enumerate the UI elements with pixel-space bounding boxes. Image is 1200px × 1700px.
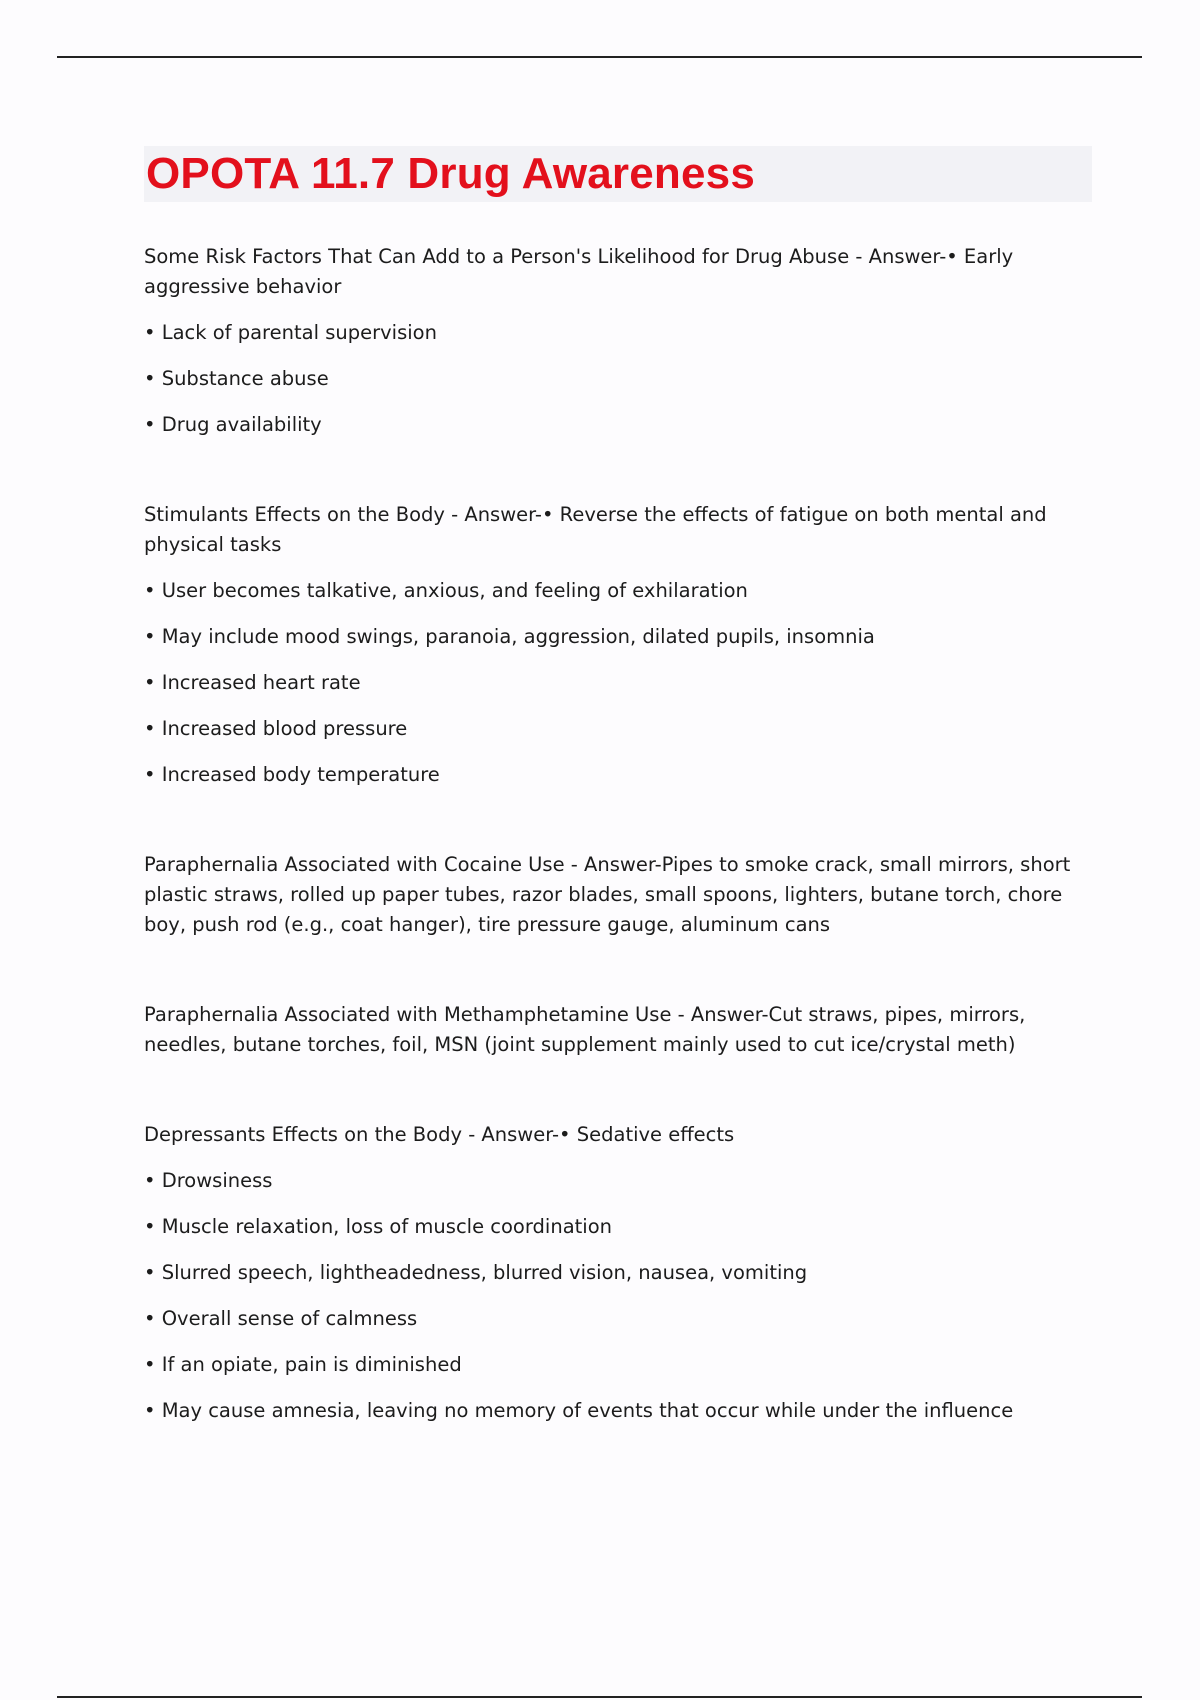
bullet-item: • If an opiate, pain is diminished [144,1353,462,1376]
bullet-item: • Muscle relaxation, loss of muscle coordination [144,1215,612,1238]
question-answer: Stimulants Effects on the Body - Answer-• Reverse the effects of fatigue on both mental and physical tasks [144,503,1047,556]
qa-section-depressants [144,1120,1092,1426]
question-answer: Some Risk Factors That Can Add to a Person's Likelihood for Drug Abuse - Answer-• Early aggressive behavior [144,245,1014,298]
bullet-item: • Increased heart rate [144,671,361,694]
bullet-item: • Increased body temperature [144,763,440,786]
bullet-item: • Increased blood pressure [144,717,408,740]
question-answer: Depressants Effects on the Body - Answer-• Sedative effects [144,1123,735,1146]
bullet-item: • Drowsiness [144,1169,273,1192]
question-answer: Paraphernalia Associated with Cocaine Use - Answer-Pipes to smoke crack, small mirrors, short plastic straws, rolled up paper tubes, razor blades, small spoons, lighters, butane torch, chore boy, push rod (e.g., coat hanger), tire pressure gauge, aluminum cans [144,853,1071,936]
bullet-item: • Substance abuse [144,367,329,390]
bullet-item: • May cause amnesia, leaving no memory of events that occur while under the influence [144,1399,1014,1422]
bottom-divider [57,1696,1142,1698]
title-band [144,146,1092,202]
bullet-item: • Slurred speech, lightheadedness, blurred vision, nausea, vomiting [144,1261,808,1284]
bullet-item: • Lack of parental supervision [144,321,437,344]
bullet-item: • May include mood swings, paranoia, aggression, dilated pupils, insomnia [144,625,875,648]
question-answer: Paraphernalia Associated with Methamphetamine Use - Answer-Cut straws, pipes, mirrors, needles, butane torches, foil, MSN (joint supplement mainly used to cut ice/crystal meth) [144,1003,1026,1056]
top-divider [57,56,1142,58]
page-title: OPOTA 11.7 Drug Awareness [146,149,756,198]
qa-section-meth-paraphernalia [144,1000,1092,1060]
bullet-item: • Drug availability [144,413,322,436]
bullet-item: • Overall sense of calmness [144,1307,418,1330]
document-body [144,146,1092,1426]
bullet-item: • User becomes talkative, anxious, and feeling of exhilaration [144,579,748,602]
qa-section-stimulants [144,500,1092,790]
qa-section-risk-factors [144,242,1092,440]
qa-section-cocaine-paraphernalia [144,850,1092,940]
